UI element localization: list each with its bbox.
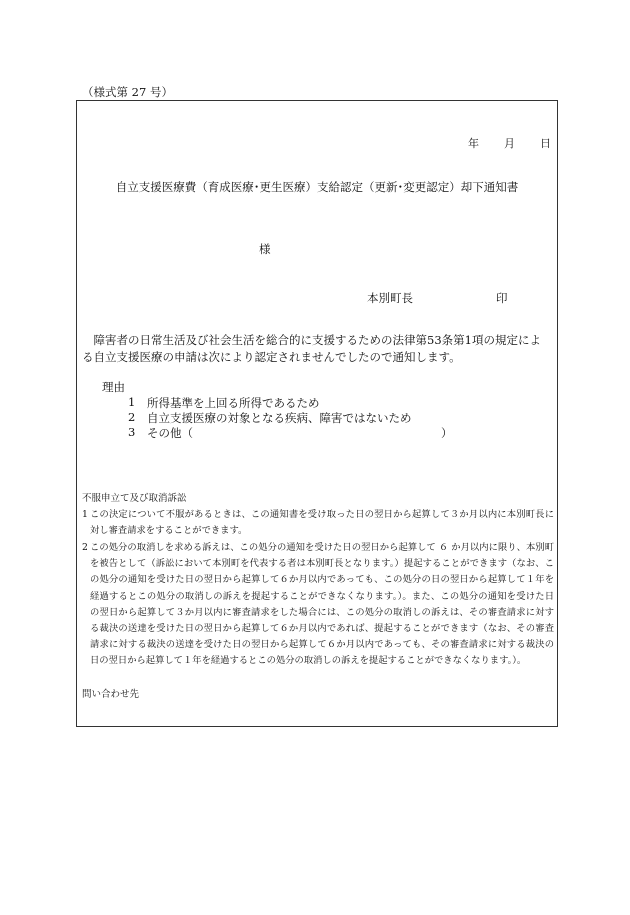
- reason-text: 所得基準を上回る所得であるため: [147, 396, 320, 410]
- date-day-label: 日: [540, 137, 551, 150]
- issuer-name: 本別町長: [367, 291, 413, 305]
- recipient-suffix: 様: [259, 242, 271, 256]
- reason-text: 自立支援医療の対象となる疾病、障害ではないため: [147, 411, 412, 425]
- reason-number: 3: [128, 425, 136, 439]
- contact-label: 問い合わせ先: [82, 689, 140, 700]
- reason-number: 2: [128, 410, 136, 424]
- reason-heading: 理由: [102, 380, 125, 394]
- notice-title: 自立支援医療費（育成医療･更生医療）支給認定（更新･変更認定）却下通知書: [115, 180, 519, 194]
- reason-other-close: ）: [441, 426, 453, 440]
- reason-text: その他（: [147, 426, 193, 440]
- form-number-label: （様式第 27 号）: [82, 85, 173, 99]
- appeal-note-number: 2: [82, 542, 88, 553]
- seal-mark: 印: [496, 291, 508, 305]
- reason-number: 1: [128, 395, 136, 409]
- appeal-note-number: 1: [82, 509, 88, 520]
- appeal-heading: 不服申立て及び取消訴訟: [82, 493, 187, 504]
- date-month-label: 月: [504, 137, 515, 150]
- appeal-note: [82, 540, 554, 670]
- date-year-label: 年: [468, 137, 479, 150]
- notice-body: 障害者の日常生活及び社会生活を総合的に支援するための法律第53条第1項の規定による自立支援医療の申請は次により認定されませんでしたので通知します。: [82, 333, 541, 364]
- appeal-note-text: この処分の取消しを求める訴えは、この処分の通知を受けた日の翌日から起算して ６ か月以内に限り、本別町を被告として（訴訟において本別町を代表する者は本別町長となります。）提起することができます（なお、この処分の通知を受けた日の翌日から起算して６か月以内であっても、この処分の日の翌日から起算して１年を経過するとこの処分の取消しの訴えを提起することができなくなります。）。また、この処分の通知を受けた日の翌日から起算して３か月以内に審査請求をした場合には、この処分の取消しの訴えは、その審査請求に対する裁決の送達を受けた日の翌日から起算して６か月以内であれば、提起することができます（なお、その審査請求に対する裁決の送達を受けた日の翌日から起算して６か月以内であっても、その審査請求に対する裁決の日の翌日から起算して１年を経過するとこの処分の取消しの訴えを提起することができなくなります。）。: [90, 542, 554, 667]
- appeal-note: [82, 507, 554, 539]
- appeal-note-text: この決定について不服があるときは、この通知書を受け取った日の翌日から起算して３か月以内に本別町長に対し審査請求をすることができます。: [90, 509, 554, 537]
